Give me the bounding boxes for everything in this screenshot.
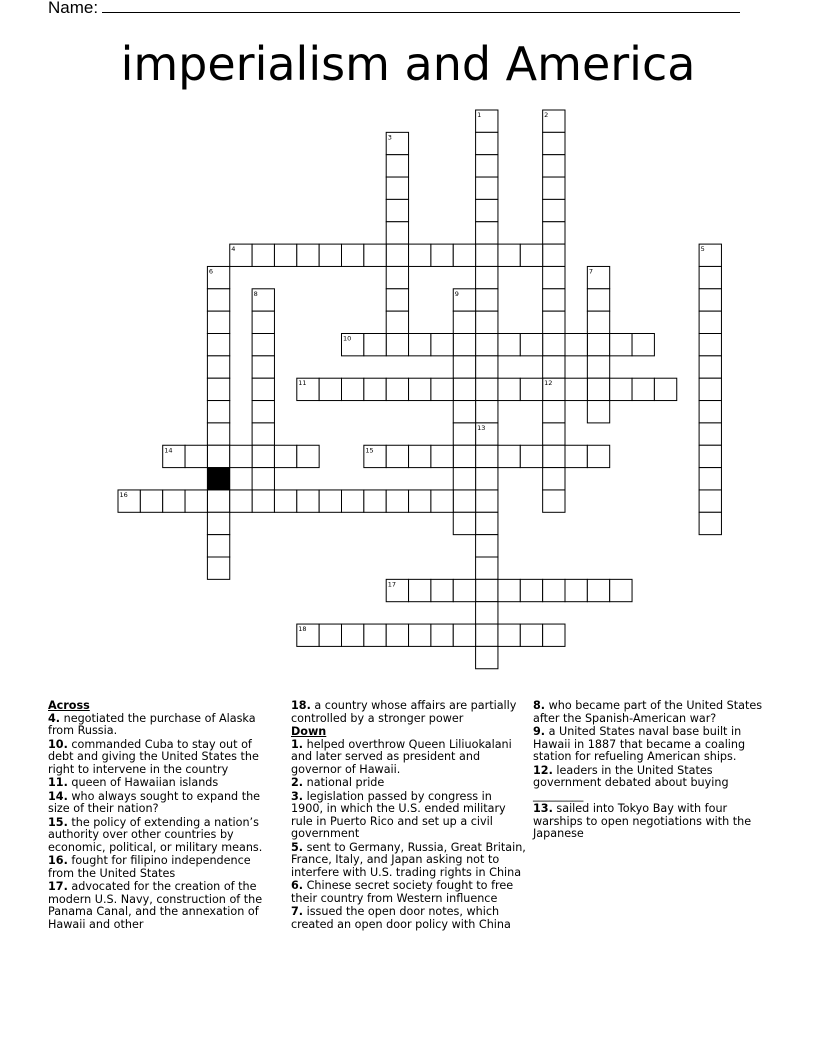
clue-text: queen of Hawaiian islands (67, 776, 219, 789)
crossword-cell[interactable] (453, 311, 475, 333)
clue-number: 13. (533, 802, 553, 815)
crossword-cell[interactable] (565, 378, 587, 400)
clue-number: 12. (533, 763, 553, 777)
crossword-cell[interactable] (342, 244, 364, 266)
crossword-cell[interactable] (252, 468, 274, 490)
crossword-cell[interactable] (386, 289, 408, 311)
clue-across-17 (48, 881, 273, 931)
crossword-cell[interactable] (297, 445, 319, 467)
clue-number: 7. (291, 905, 304, 918)
crossword-cell[interactable] (252, 311, 274, 333)
clue-number: 11. (48, 776, 68, 789)
cell-number: 16 (119, 490, 128, 499)
clue-text: who became part of the United States after the Spanish-American war? (533, 699, 763, 725)
crossword-cell[interactable] (543, 199, 565, 221)
cell-number: 17 (387, 580, 396, 589)
crossword-cell[interactable] (476, 535, 498, 557)
crossword-cell[interactable] (543, 334, 565, 356)
cell-number: 6 (208, 267, 214, 276)
crossword-cell[interactable] (342, 490, 364, 512)
crossword-cell[interactable] (453, 401, 475, 423)
crossword-cell[interactable] (699, 468, 721, 490)
crossword-cell[interactable] (476, 289, 498, 311)
crossword-cell[interactable] (409, 624, 431, 646)
crossword-cell[interactable] (476, 646, 498, 668)
clue-down-2 (291, 777, 527, 790)
crossword-cell[interactable] (319, 244, 341, 266)
crossword-cell[interactable] (543, 579, 565, 601)
clue-text: sent to Germany, Russia, Great Britain, France, Italy, and Japan asking not to interfere with U.S. trading rights in China (291, 840, 526, 879)
crossword-cell[interactable] (520, 244, 542, 266)
crossword-cell[interactable] (699, 512, 721, 534)
clue-down-13 (533, 803, 767, 841)
crossword-cell[interactable] (386, 266, 408, 288)
crossword-cell[interactable] (207, 401, 229, 423)
cell-number: 13 (477, 423, 486, 432)
crossword-cell[interactable] (498, 579, 520, 601)
clue-text: issued the open door notes, which created an open door policy with China (291, 905, 511, 931)
crossword-cell[interactable] (476, 557, 498, 579)
clue-across-11 (48, 777, 273, 790)
crossword-cell[interactable] (431, 334, 453, 356)
crossword-cell[interactable] (476, 266, 498, 288)
clue-number: 3. (291, 789, 304, 803)
clue-text: advocated for the creation of the modern U.S. Navy, construction of the Panama Canal, and the annexation of Hawaii and other (48, 880, 263, 931)
clue-down-6 (291, 880, 527, 905)
crossword-cell[interactable] (565, 334, 587, 356)
clues-column-2 (291, 700, 527, 932)
crossword-cell[interactable] (476, 334, 498, 356)
crossword-cell[interactable] (252, 445, 274, 467)
crossword-cell[interactable] (409, 579, 431, 601)
crossword-cell[interactable] (476, 356, 498, 378)
clue-text: commanded Cuba to stay out of debt and giving the United States the right to intervene in the country (48, 737, 259, 776)
crossword-cell[interactable] (207, 535, 229, 557)
crossword-cell[interactable] (587, 289, 609, 311)
crossword-cell[interactable] (342, 624, 364, 646)
crossword-cell[interactable] (453, 334, 475, 356)
clue-number: 18. (291, 699, 311, 712)
crossword-cell[interactable] (386, 222, 408, 244)
cell-number: 9 (454, 289, 459, 298)
clue-text: who always sought to expand the size of their nation? (48, 789, 261, 815)
clue-number: 5. (291, 840, 304, 854)
clue-text: the policy of extending a nation’s authority over other countries by economic, political, or military means. (48, 815, 263, 854)
crossword-cell[interactable] (386, 334, 408, 356)
clue-number: 14. (48, 789, 68, 803)
crossword-cell[interactable] (453, 512, 475, 534)
crossword-cell[interactable] (476, 401, 498, 423)
clue-down-1 (291, 739, 527, 777)
crossword-cell[interactable] (699, 266, 721, 288)
crossword-cell[interactable] (610, 334, 632, 356)
cell-number: 18 (298, 625, 307, 634)
crossword-cell[interactable] (699, 311, 721, 333)
crossword-cell[interactable] (207, 311, 229, 333)
crossword-cell[interactable] (252, 490, 274, 512)
crossword-cell[interactable] (476, 512, 498, 534)
crossword-cell[interactable] (498, 445, 520, 467)
crossword-cell[interactable] (453, 579, 475, 601)
crossword-cell[interactable] (453, 445, 475, 467)
crossword-cell[interactable] (610, 579, 632, 601)
crossword-cell[interactable] (565, 579, 587, 601)
crossword-cell[interactable] (207, 356, 229, 378)
crossword-cell[interactable] (431, 624, 453, 646)
crossword-cell[interactable] (453, 378, 475, 400)
clue-text: legislation passed by congress in 1900, in which the U.S. ended military rule in Puerto Rico and set up a civil government (291, 789, 506, 840)
crossword-cell[interactable] (431, 579, 453, 601)
crossword-cell[interactable] (207, 512, 229, 534)
clue-down-12 (533, 765, 767, 803)
crossword-cell[interactable] (252, 244, 274, 266)
crossword-cell[interactable] (476, 244, 498, 266)
crossword-cell[interactable] (587, 401, 609, 423)
crossword-cell[interactable] (431, 490, 453, 512)
clue-text: a country whose affairs are partially controlled by a stronger power (291, 699, 517, 725)
crossword-cell[interactable] (386, 244, 408, 266)
clue-number: 6. (291, 879, 304, 892)
crossword-cell[interactable] (386, 378, 408, 400)
crossword-cell[interactable] (386, 445, 408, 467)
crossword-cell[interactable] (476, 155, 498, 177)
cell-number: 8 (253, 289, 258, 298)
crossword-cell[interactable] (453, 356, 475, 378)
crossword-cell[interactable] (207, 334, 229, 356)
crossword-cell[interactable] (207, 557, 229, 579)
crossword-cell[interactable] (185, 490, 207, 512)
down-heading: Down (291, 725, 327, 738)
clues-column-3 (533, 700, 767, 842)
crossword-cell[interactable] (230, 490, 252, 512)
crossword-cell[interactable] (699, 490, 721, 512)
clue-text: negotiated the purchase of Alaska from Russia. (48, 711, 256, 737)
crossword-cell[interactable] (453, 624, 475, 646)
crossword-cell[interactable] (699, 445, 721, 467)
crossword-cell[interactable] (476, 177, 498, 199)
crossword-cell[interactable] (543, 445, 565, 467)
page-title: imperialism and America (120, 37, 696, 91)
crossword-cell[interactable] (543, 624, 565, 646)
crossword-cell[interactable] (453, 423, 475, 445)
clue-text: national pride (303, 776, 385, 789)
crossword-cell[interactable] (297, 244, 319, 266)
crossword-cell[interactable] (699, 356, 721, 378)
clue-number: 8. (533, 699, 546, 712)
crossword-cell[interactable] (543, 356, 565, 378)
clue-number: 9. (533, 725, 546, 738)
crossword-cell[interactable] (520, 445, 542, 467)
clue-down-3 (291, 791, 527, 841)
crossword-cell[interactable] (185, 445, 207, 467)
cell-number: 3 (387, 133, 392, 142)
cell-number: 4 (231, 245, 236, 254)
clue-number: 4. (48, 711, 61, 725)
crossword-cell[interactable] (543, 155, 565, 177)
clue-text: a United States naval base built in Hawaii in 1887 that became a coaling station for refueling American ships. (533, 725, 746, 763)
cell-number: 11 (298, 379, 307, 388)
crossword-cell[interactable] (610, 378, 632, 400)
crossword-cell[interactable] (476, 199, 498, 221)
clue-text: Chinese secret society fought to free their country from Western influence (291, 879, 514, 905)
crossword-cell[interactable] (543, 177, 565, 199)
crossword-cell[interactable] (654, 378, 676, 400)
across-heading: Across (48, 699, 90, 712)
crossword-cell[interactable] (476, 445, 498, 467)
clue-across-16 (48, 855, 273, 880)
crossword-cell[interactable] (587, 334, 609, 356)
crossword-cell[interactable] (498, 244, 520, 266)
crossword-cell[interactable] (274, 445, 296, 467)
crossword-cell[interactable] (565, 445, 587, 467)
crossword-cell[interactable] (409, 334, 431, 356)
crossword-cell[interactable] (476, 132, 498, 154)
crossword-cell[interactable] (431, 244, 453, 266)
crossword-cell[interactable] (364, 334, 386, 356)
crossword-cell[interactable] (409, 445, 431, 467)
clues-column-1 (48, 700, 273, 932)
clue-text: leaders in the United States government debated about buying _________ (533, 763, 729, 802)
cell-number: 5 (700, 245, 705, 254)
crossword-cell[interactable] (386, 311, 408, 333)
crossword-cell[interactable] (297, 490, 319, 512)
crossword-cell[interactable] (342, 378, 364, 400)
blocked-cell (207, 468, 229, 490)
crossword-cell[interactable] (587, 445, 609, 467)
crossword-cell[interactable] (431, 378, 453, 400)
clue-text: helped overthrow Queen Liliuokalani and later served as president and governor of Hawaii. (291, 737, 512, 776)
cell-number: 1 (477, 111, 482, 119)
crossword-cell[interactable] (699, 401, 721, 423)
crossword-cell[interactable] (498, 334, 520, 356)
crossword-cell[interactable] (520, 579, 542, 601)
crossword-cell[interactable] (587, 356, 609, 378)
crossword-cell[interactable] (476, 468, 498, 490)
crossword-cell[interactable] (364, 378, 386, 400)
cell-number: 12 (544, 379, 553, 388)
crossword-cell[interactable] (230, 445, 252, 467)
crossword-cell[interactable] (543, 222, 565, 244)
clue-number: 10. (48, 737, 68, 751)
crossword-cell[interactable] (476, 579, 498, 601)
crossword-cell[interactable] (543, 401, 565, 423)
crossword-cell[interactable] (476, 222, 498, 244)
crossword-cell[interactable] (409, 490, 431, 512)
crossword-cell[interactable] (386, 155, 408, 177)
crossword-cell[interactable] (252, 423, 274, 445)
crossword-cell[interactable] (476, 602, 498, 624)
crossword-cell[interactable] (587, 579, 609, 601)
crossword-cell[interactable] (543, 266, 565, 288)
clue-down-8 (533, 700, 767, 725)
clue-across-18 (291, 700, 527, 725)
cell-number: 14 (164, 446, 173, 455)
cell-number: 2 (544, 111, 549, 119)
crossword-cell[interactable] (207, 378, 229, 400)
crossword-cell[interactable] (543, 244, 565, 266)
crossword-cell[interactable] (252, 334, 274, 356)
crossword-cell[interactable] (319, 378, 341, 400)
crossword-cell[interactable] (431, 445, 453, 467)
crossword-cell[interactable] (364, 624, 386, 646)
crossword-cell[interactable] (699, 378, 721, 400)
crossword-cell[interactable] (476, 490, 498, 512)
crossword-cell[interactable] (543, 311, 565, 333)
crossword-cell[interactable] (386, 624, 408, 646)
clue-down-9 (533, 726, 767, 764)
clue-number: 1. (291, 737, 304, 751)
crossword-cell[interactable] (252, 401, 274, 423)
clue-number: 16. (48, 854, 68, 867)
crossword-cell[interactable] (274, 244, 296, 266)
clue-number: 2. (291, 776, 304, 789)
crossword-cell[interactable] (498, 378, 520, 400)
crossword-cell[interactable] (543, 490, 565, 512)
crossword-cell[interactable] (699, 334, 721, 356)
crossword-cell[interactable] (476, 311, 498, 333)
crossword-cell[interactable] (386, 199, 408, 221)
crossword-cell[interactable] (409, 244, 431, 266)
crossword-cell[interactable] (252, 378, 274, 400)
crossword-cell[interactable] (207, 445, 229, 467)
crossword-cell[interactable] (520, 378, 542, 400)
crossword-cell[interactable] (207, 490, 229, 512)
crossword-cell[interactable] (520, 334, 542, 356)
cell-number: 10 (343, 334, 352, 343)
crossword-cell[interactable] (140, 490, 162, 512)
clue-across-14 (48, 791, 273, 816)
crossword-cell[interactable] (476, 378, 498, 400)
crossword-cell[interactable] (386, 490, 408, 512)
crossword-cell[interactable] (252, 356, 274, 378)
crossword-cell[interactable] (632, 334, 654, 356)
crossword-cell[interactable] (207, 289, 229, 311)
crossword-cell[interactable] (520, 624, 542, 646)
crossword-cell[interactable] (386, 177, 408, 199)
crossword-cell[interactable] (409, 378, 431, 400)
crossword-cell[interactable] (587, 311, 609, 333)
crossword-cell[interactable] (543, 423, 565, 445)
clue-number: 17. (48, 880, 68, 893)
crossword-cell[interactable] (319, 490, 341, 512)
crossword-cell[interactable] (498, 624, 520, 646)
crossword-cell[interactable] (699, 423, 721, 445)
clue-across-4 (48, 713, 273, 738)
clue-text: sailed into Tokyo Bay with four warships to open negotiations with the Japanese (533, 802, 752, 840)
clue-across-10 (48, 739, 273, 777)
crossword-cell[interactable] (543, 132, 565, 154)
crossword-cell[interactable] (476, 624, 498, 646)
crossword-cell[interactable] (587, 378, 609, 400)
crossword-cell[interactable] (699, 289, 721, 311)
clue-down-5 (291, 842, 527, 880)
crossword-cell[interactable] (453, 244, 475, 266)
clue-text: fought for filipino independence from the United States (48, 854, 251, 880)
crossword-cell[interactable] (319, 624, 341, 646)
name-label: Name: (48, 0, 99, 17)
cell-number: 15 (365, 446, 374, 455)
crossword-cell[interactable] (163, 490, 185, 512)
cell-number: 7 (588, 267, 593, 276)
crossword-cell[interactable] (207, 423, 229, 445)
clue-across-15 (48, 817, 273, 855)
crossword-cell[interactable] (453, 468, 475, 490)
clue-number: 15. (48, 815, 68, 829)
crossword-cell[interactable] (543, 289, 565, 311)
crossword-cell[interactable] (364, 490, 386, 512)
crossword-cell[interactable] (364, 244, 386, 266)
clue-down-7 (291, 906, 527, 931)
crossword-cell[interactable] (274, 490, 296, 512)
crossword-cell[interactable] (543, 468, 565, 490)
crossword-cell[interactable] (453, 490, 475, 512)
crossword-cell[interactable] (632, 378, 654, 400)
